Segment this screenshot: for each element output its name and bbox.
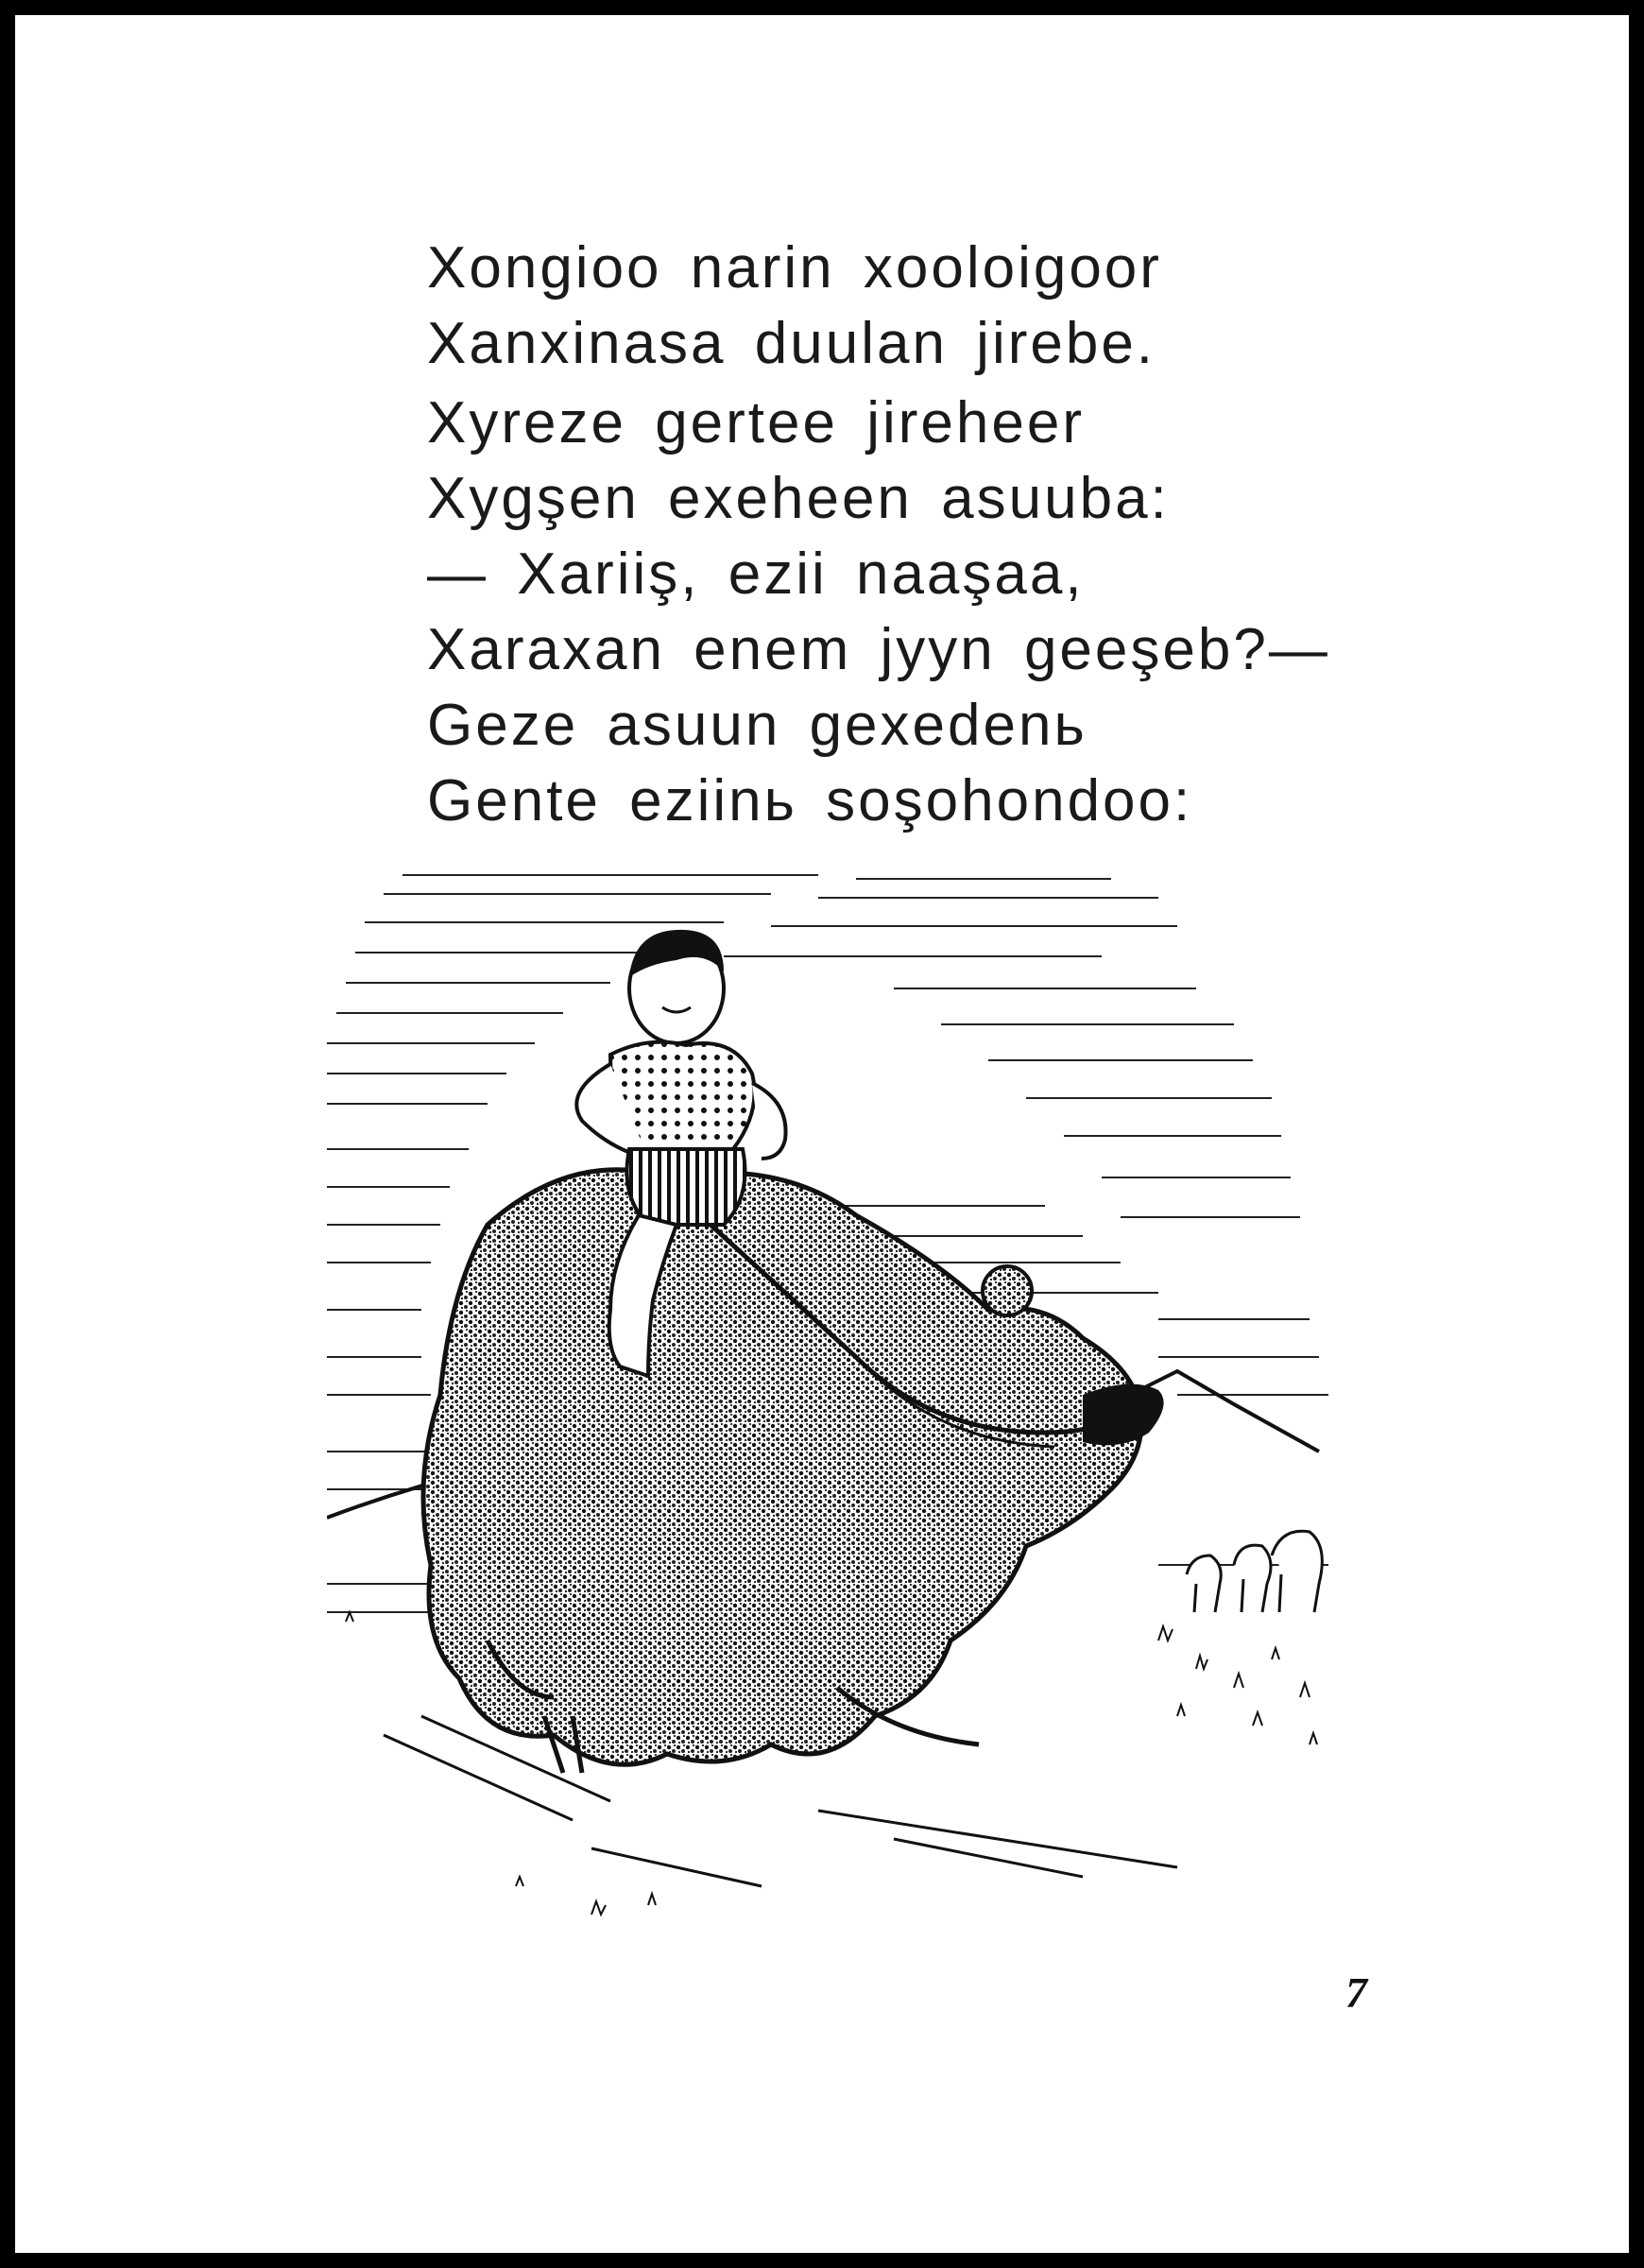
page-number: 7 [1345, 1968, 1367, 2017]
poem-line: Xongioo narin xooloigoor [427, 235, 1162, 301]
book-page [15, 15, 1629, 2253]
poem-line: — Xariiş, ezii naaşaa, [427, 541, 1085, 607]
poem-line: Xaraxan enem jyyn geeşeb?— [427, 617, 1330, 682]
poem-line: Xyreze gertee jireheer [427, 390, 1085, 455]
poem-line: Xanxinasa duulan jirebe. [427, 311, 1156, 376]
distant-animals [1187, 1531, 1322, 1612]
child-riding-bear-illustration [327, 866, 1366, 1943]
poem-line: Geze asuun gexedenь [427, 693, 1087, 758]
poem-text [427, 231, 1353, 839]
poem-line: Xygşen exeheen asuuba: [427, 466, 1170, 531]
bear [423, 1170, 1141, 1764]
poem-line: Gente eziinь soşohondoo: [427, 768, 1193, 833]
